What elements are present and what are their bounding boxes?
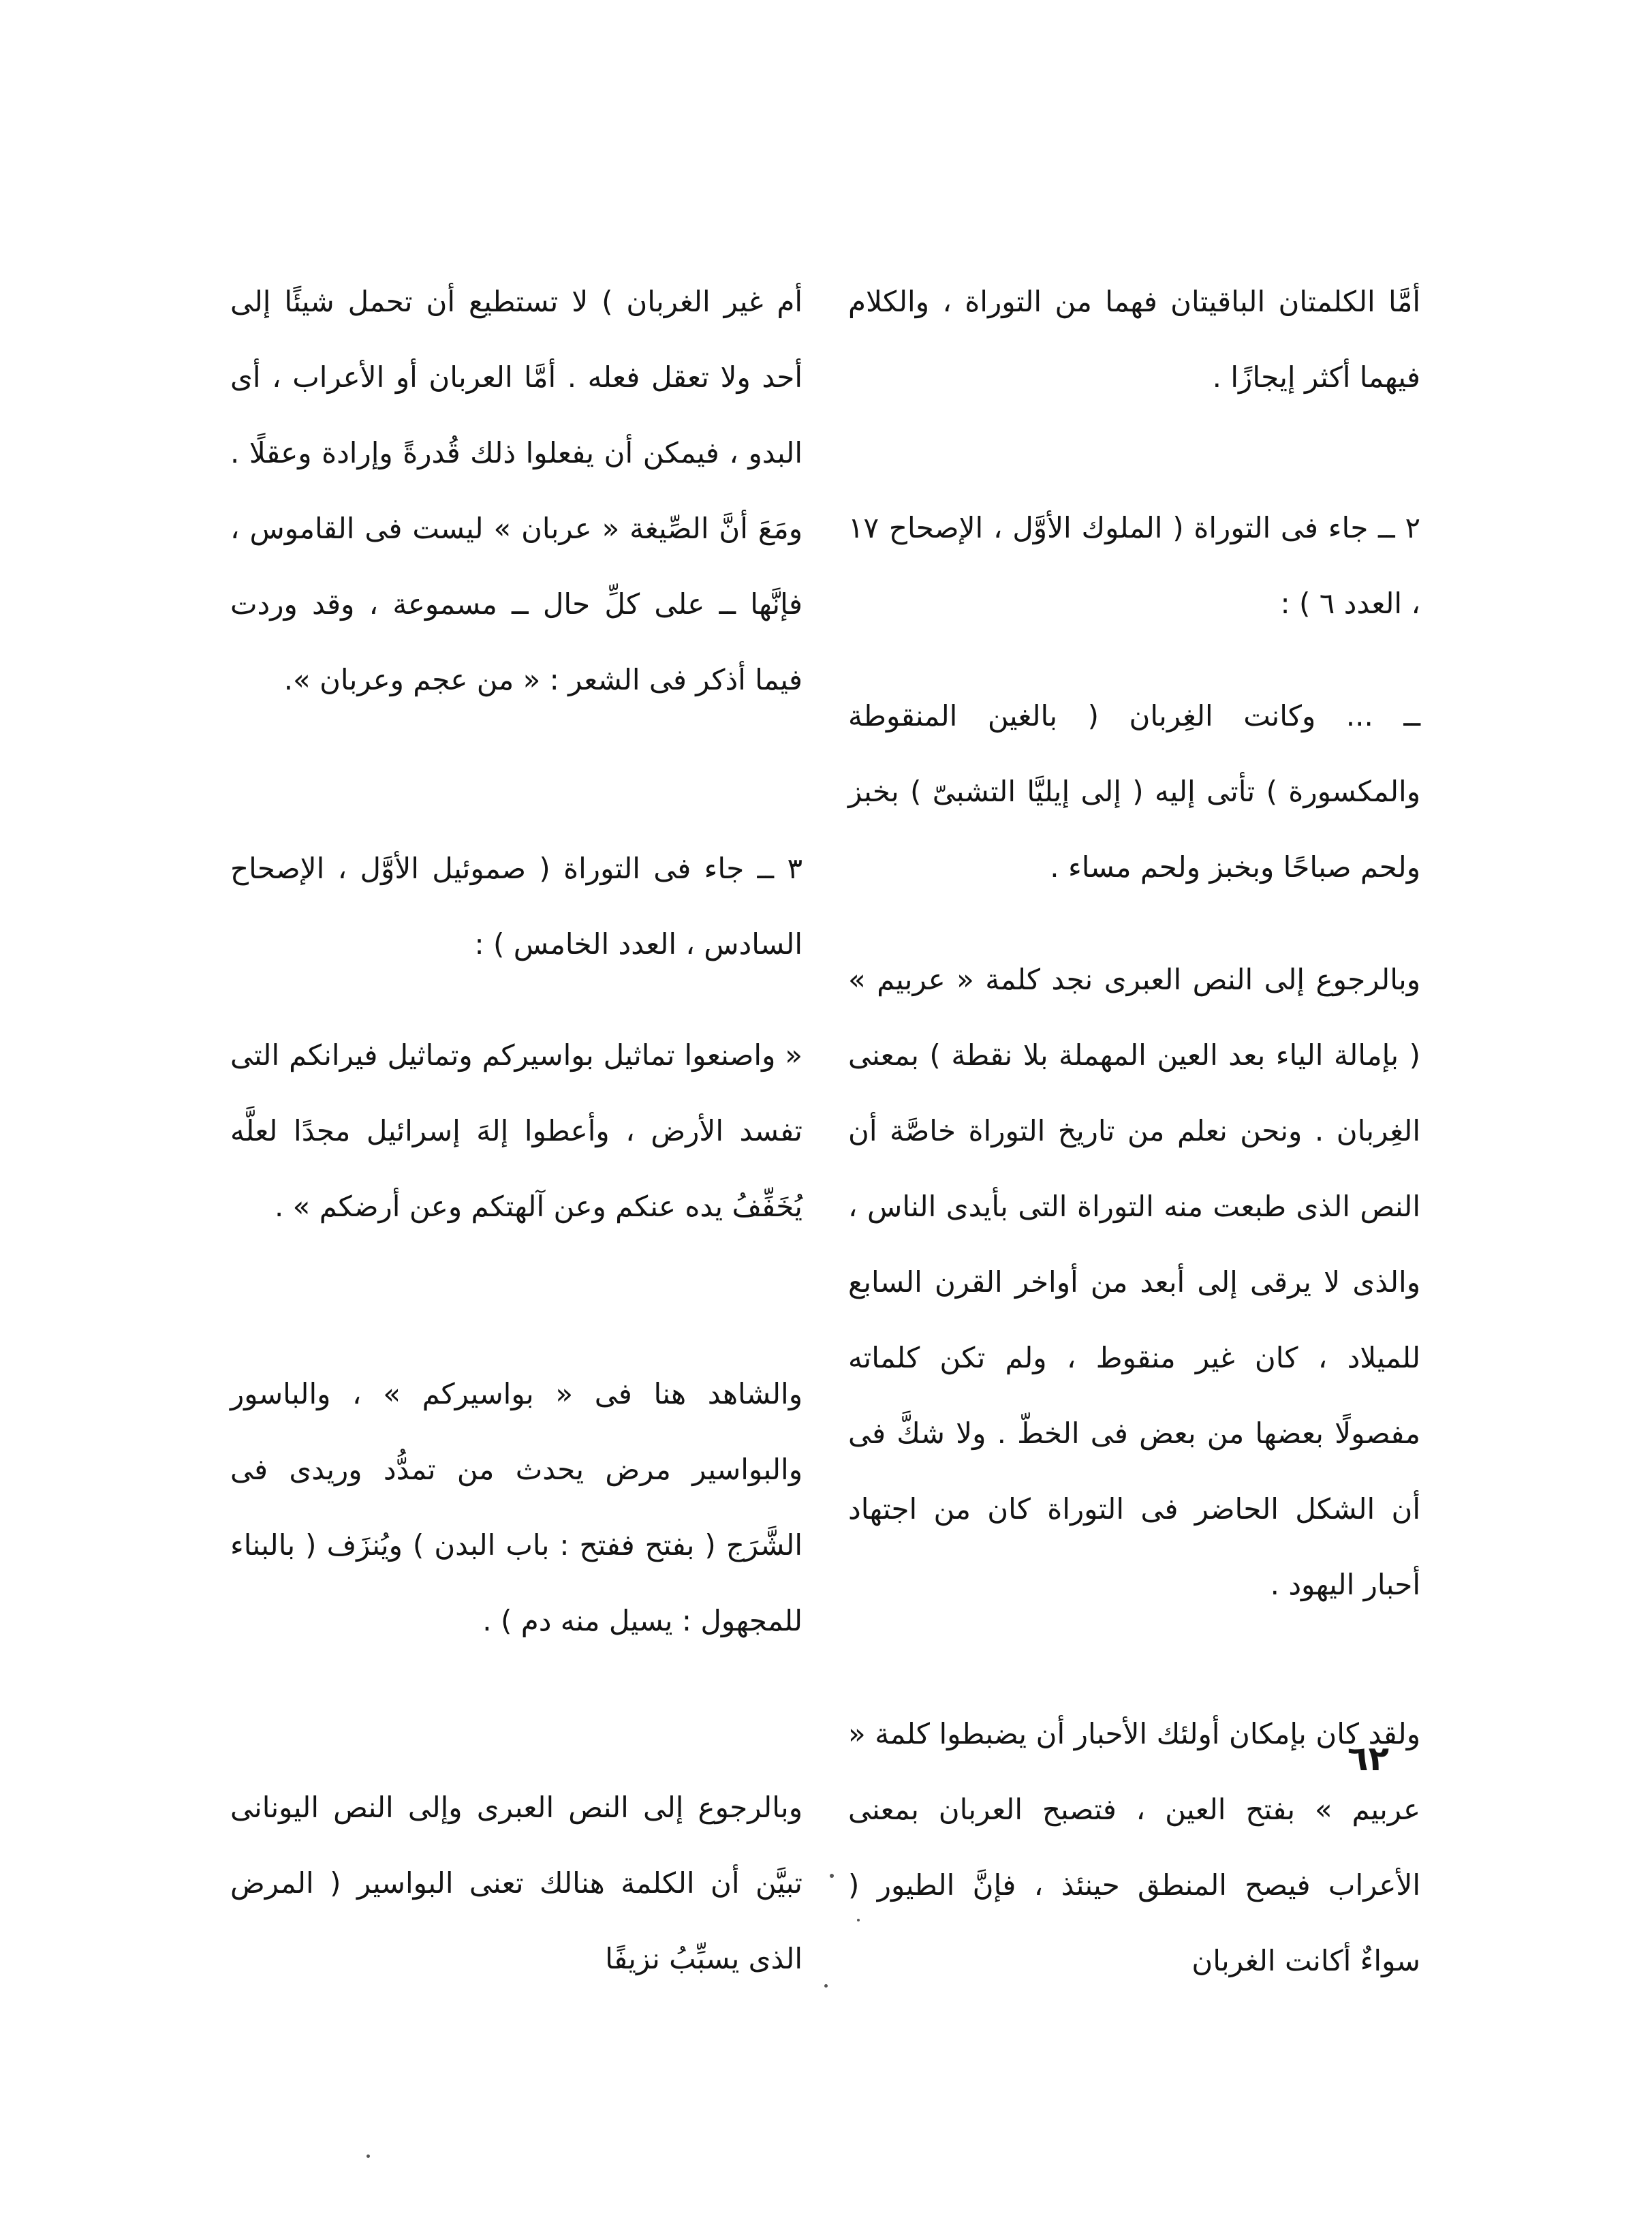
paragraph: ولقد كان بإمكان أولئك الأحبار أن يضبطوا كلمة « عربيم » بفتح العين ، فتصبح العربان بمعنى الأعراب فيصح المنطق حينئذ ، فإنَّ الطيور ( سواءٌ أكانت الغربان: [848, 1717, 1420, 1977]
paragraph: أمَّا الكلمتان الباقيتان فهما من التوراة ، والكلام فيهما أكثر إيجازًا .: [848, 285, 1420, 394]
scan-speck: [824, 1984, 828, 1988]
left-column: [230, 0, 802, 2224]
paragraph: ٢ ــ جاء فى التوراة ( الملوك الأوَّل ، الإصحاح ١٧ ، العدد ٦ ) :: [848, 511, 1420, 620]
paragraph: ٣ ــ جاء فى التوراة ( صموئيل الأوَّل ، الإصحاح السادس ، العدد الخامس ) :: [230, 852, 802, 961]
scan-speck: [367, 2154, 370, 2158]
paragraph: « واصنعوا تماثيل بواسيركم وتماثيل فيرانكم التى تفسد الأرض ، وأعطوا إلهَ إسرائيل مجدًا لعلَّه يُخَفِّفُ يده عنكم وعن آلهتكم وعن أرضكم » .: [230, 1038, 802, 1223]
paragraph: وبالرجوع إلى النص العبرى وإلى النص اليونانى تبيَّن أن الكلمة هنالك تعنى البواسير ( المرض الذى يسبِّبُ نزيفًا: [230, 1791, 802, 1975]
right-column: [848, 0, 1420, 2224]
scan-speck: [857, 1919, 860, 1921]
page-number: ٦٢: [1347, 1739, 1390, 1778]
paragraph: والشاهد هنا فى « بواسيركم » ، والباسور والبواسير مرض يحدث من تمدُّد وريدى فى الشَّرَج ( بفتح ففتح : باب البدن ) ويُنزَف ( بالبناء للمجهول : يسيل منه دم ) .: [230, 1377, 802, 1637]
paragraph: وبالرجوع إلى النص العبرى نجد كلمة « عربيم » ( بإمالة الياء بعد العين المهملة بلا نقطة ) بمعنى الغِربان . ونحن نعلم من تاريخ التوراة خاصَّة أن النص الذى طبعت منه التوراة التى بأيدى الناس ، والذى لا يرقى إلى أبعد من أواخر القرن السابع للميلاد ، كان غير منقوط ، ولم تكن كلماته مفصولًا بعضها من بعض فى الخطّ . ولا شكَّ فى أن الشكل الحاضر فى التوراة كان من اجتهاد أحبار اليهود .: [848, 963, 1420, 1601]
paragraph: أم غير الغربان ) لا تستطيع أن تحمل شيئًا إلى أحد ولا تعقل فعله . أمَّا العربان أو الأعراب ، أى البدو ، فيمكن أن يفعلوا ذلك قُدرةً وإرادة وعقلًا . ومَعَ أنَّ الصِّيغة « عربان » ليست فى القاموس ، فإنَّها ــ على كلِّ حال ــ مسموعة ، وقد وردت فيما أذكر فى الشعر : « من عجم وعربان ».: [230, 285, 802, 696]
paragraph: ــ ... وكانت الغِربان ( بالغين المنقوطة والمكسورة ) تأتى إليه ( إلى إيليَّا التشبىّ ) بخبز ولحم صباحًا وبخبز ولحم مساء .: [848, 699, 1420, 884]
scan-speck: [830, 1874, 834, 1878]
